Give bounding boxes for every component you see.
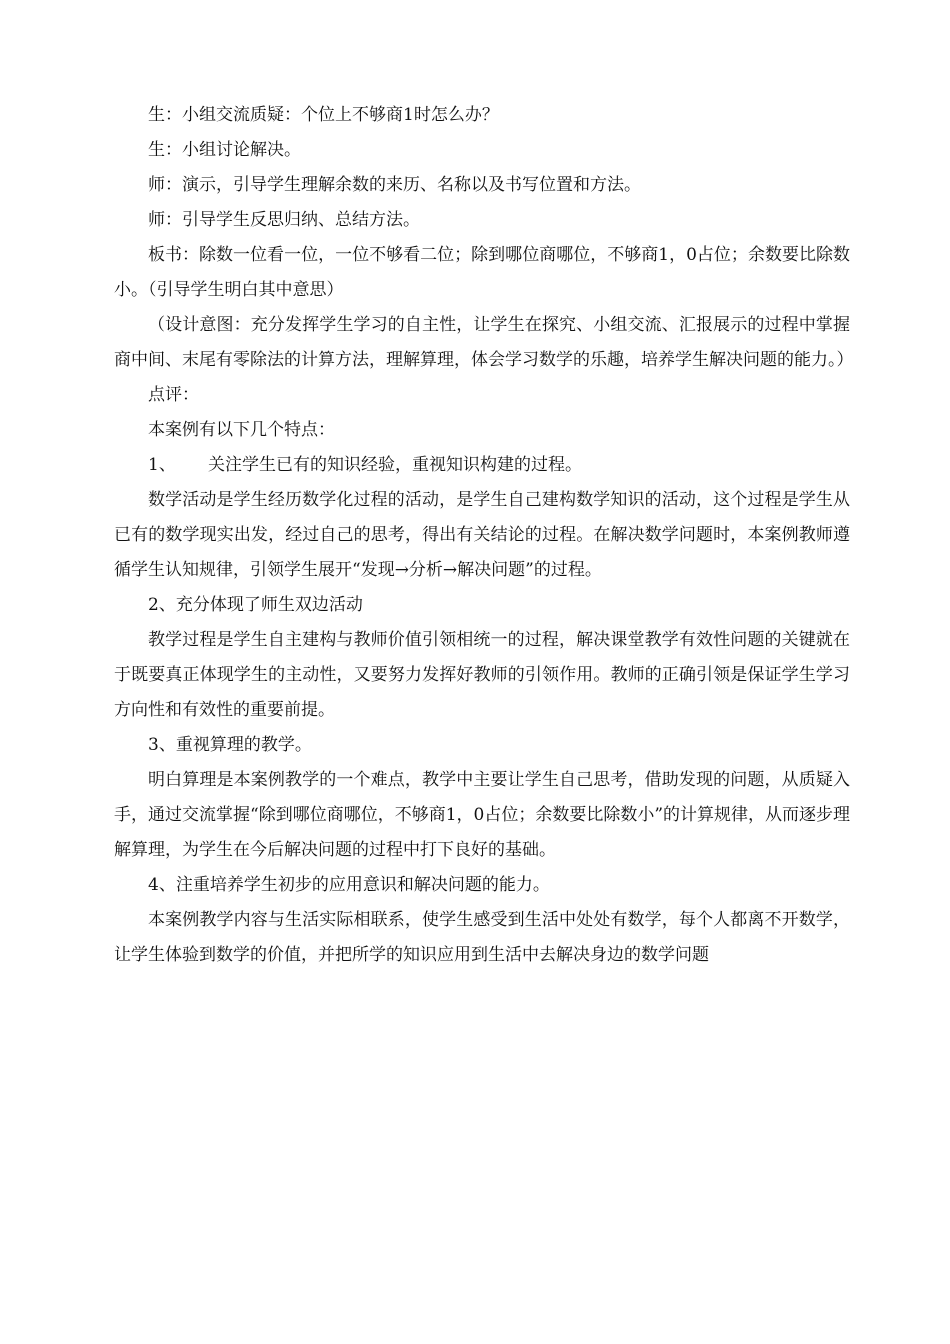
paragraph-teacher-guide: 师：引导学生反思归纳、总结方法。 [148,210,420,230]
paragraph-blackboard: 板书：除数一位看一位，一位不够看二位；除到哪位商哪位，不够商1，0占位；余数要比除数小。（引导学生明白其中意思） [114,245,850,300]
point-1-number: 1、 [148,455,176,475]
paragraph-review-heading: 点评： [148,385,199,405]
document-body [114,98,854,973]
point-3: 3、重视算理的教学。 [148,735,312,755]
paragraph-teacher-demo: 师：演示，引导学生理解余数的来历、名称以及书写位置和方法。 [148,175,641,195]
point-1-text: 关注学生已有的知识经验，重视知识构建的过程。 [208,455,582,475]
point-4: 4、注重培养学生初步的应用意识和解决问题的能力。 [148,875,550,895]
paragraph-math-activity: 数学活动是学生经历数学化过程的活动，是学生自己建构数学知识的活动，这个过程是学生从已有的数学现实出发，经过自己的思考，得出有关结论的过程。在解决数学问题时，本案例教师遵循学生认知规律，引领学生展开“发现→分析→解决问题”的过程。 [114,490,850,580]
paragraph-arithmetic-reasoning: 明白算理是本案例教学的一个难点，教学中主要让学生自己思考，借助发现的问题，从质疑入手，通过交流掌握“除到哪位商哪位，不够商1，0占位；余数要比除数小”的计算规律，从而逐步理解算理，为学生在今后解决问题的过程中打下良好的基础。 [114,770,851,860]
point-2: 2、充分体现了师生双边活动 [148,595,363,615]
paragraph-teaching-process: 教学过程是学生自主建构与教师价值引领相统一的过程，解决课堂教学有效性问题的关键就在于既要真正体现学生的主动性，又要努力发挥好教师的引领作用。教师的正确引领是保证学生学习方向性和有效性的重要前提。 [114,630,850,720]
paragraph-life-connection: 本案例教学内容与生活实际相联系，使学生感受到生活中处处有数学，每个人都离不开数学，让学生体验到数学的价值，并把所学的知识应用到生活中去解决身边的数学问题 [114,910,850,965]
paragraph-features-intro: 本案例有以下几个特点： [148,420,335,440]
paragraph-design-intent: （设计意图：充分发挥学生学习的自主性，让学生在探究、小组交流、汇报展示的过程中掌握商中间、末尾有零除法的计算方法，理解算理，体会学习数学的乐趣，培养学生解决问题的能力。） [114,315,854,370]
point-1 [114,448,850,483]
paragraph-student-question: 生：小组交流质疑：个位上不够商1时怎么办？ [148,105,499,125]
paragraph-student-discussion: 生：小组讨论解决。 [148,140,301,160]
